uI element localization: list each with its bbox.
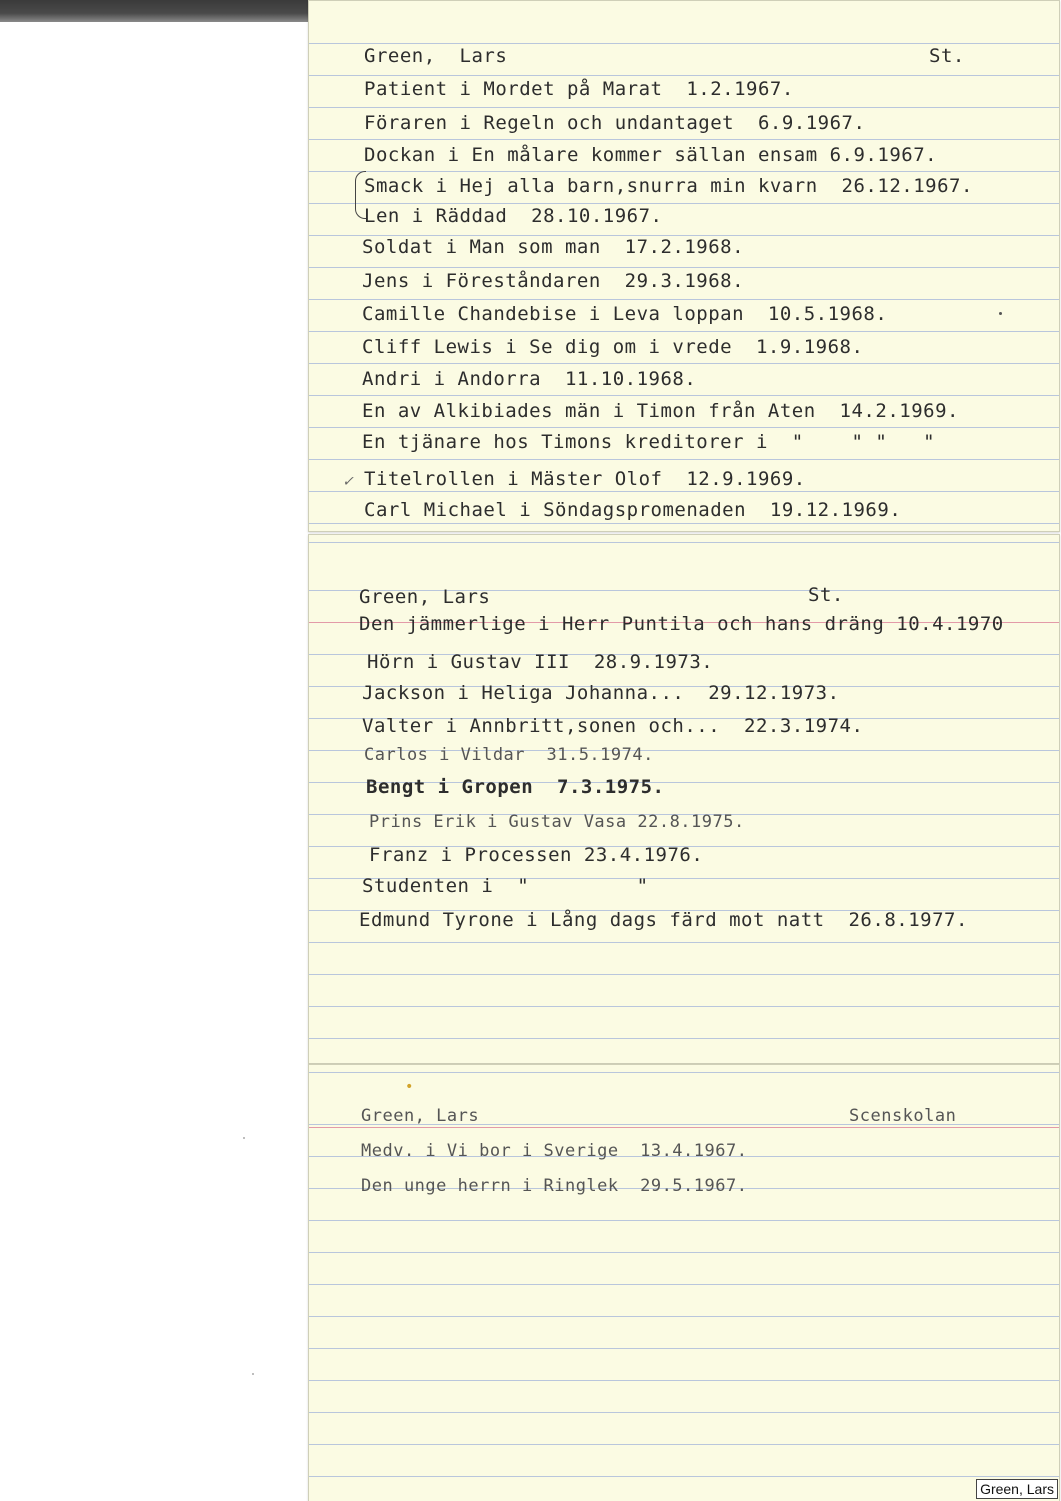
card-header-name: Green, Lars [361, 1106, 480, 1126]
card-header-name: Green, Lars [359, 586, 491, 608]
card-header-category: Scenskolan [849, 1106, 957, 1126]
card-header-category: St. [929, 45, 965, 67]
handwritten-bracket-mark [355, 171, 366, 219]
card-entry: Jackson i Heliga Johanna... 29.12.1973. [362, 682, 840, 704]
card-entry: Camille Chandebise i Leva loppan 10.5.1968. [362, 303, 888, 325]
card-entry: Bengt i Gropen 7.3.1975. [366, 776, 665, 798]
card-entry: Soldat i Man som man 17.2.1968. [362, 236, 745, 258]
scan-edge [0, 0, 310, 22]
card-entry: En av Alkibiades män i Timon från Aten 14.2.1969. [362, 400, 959, 422]
card-entry: Studenten i " " [362, 875, 649, 897]
card-entry: Patient i Mordet på Marat 1.2.1967. [364, 78, 794, 100]
card-header-rule [309, 1127, 1059, 1128]
index-card-1 [308, 0, 1060, 532]
scan-speck [243, 1137, 245, 1139]
card-entry: Andri i Andorra 11.10.1968. [362, 368, 697, 390]
card-entry: Prins Erik i Gustav Vasa 22.8.1975. [369, 812, 745, 832]
card-header-category: St. [808, 584, 844, 606]
card-entry: Valter i Annbritt,sonen och... 22.3.1974. [362, 715, 864, 737]
card-entry: Titelrollen i Mäster Olof 12.9.1969. [364, 468, 806, 490]
card-entry: Den unge herrn i Ringlek 29.5.1967. [361, 1176, 748, 1196]
handwritten-check-mark: ✓ [343, 471, 353, 490]
card-entry: Len i Räddad 28.10.1967. [364, 205, 663, 227]
card-entry: Föraren i Regeln och undantaget 6.9.1967. [364, 112, 866, 134]
index-card-2 [308, 534, 1060, 1064]
card-entry: Medv. i Vi bor i Sverige 13.4.1967. [361, 1141, 748, 1161]
document-footer-label: Green, Lars [976, 1479, 1058, 1499]
index-card-3 [308, 1064, 1060, 1501]
card-entry: Dockan i En målare kommer sällan ensam 6.9.1967. [364, 144, 938, 166]
scan-speck [252, 1373, 254, 1375]
card-entry: Cliff Lewis i Se dig om i vrede 1.9.1968. [362, 336, 864, 358]
card-entry: Jens i Föreståndaren 29.3.1968. [362, 270, 745, 292]
card-entry: Smack i Hej alla barn,snurra min kvarn 26.12.1967. [364, 175, 973, 197]
card-entry: Franz i Processen 23.4.1976. [369, 844, 704, 866]
card-header-name: Green, Lars [364, 45, 508, 67]
card-entry: Edmund Tyrone i Lång dags färd mot natt 26.8.1977. [359, 909, 968, 931]
card-entry: Carl Michael i Söndagspromenaden 19.12.1969. [364, 499, 902, 521]
card-entry: Hörn i Gustav III 28.9.1973. [367, 651, 714, 673]
card-entry: Den jämmerlige i Herr Puntila och hans dräng 10.4.1970 [359, 613, 1004, 635]
pencil-dot-mark [999, 312, 1002, 315]
card-entry: Carlos i Vildar 31.5.1974. [364, 745, 654, 765]
yellow-ink-mark: • [405, 1079, 414, 1095]
card-entry: En tjänare hos Timons kreditorer i " " " " [362, 431, 936, 453]
